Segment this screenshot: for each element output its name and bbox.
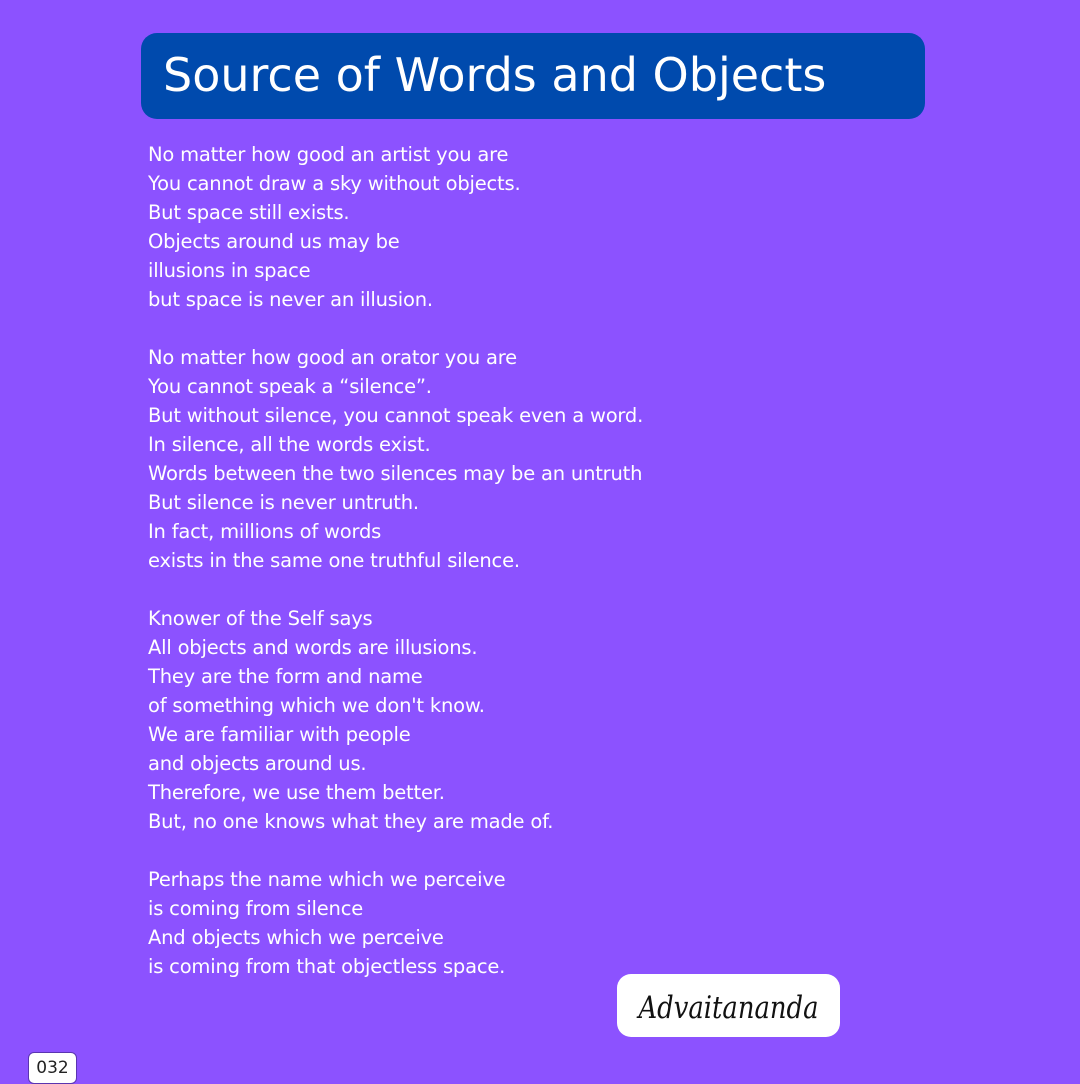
poem-line: We are familiar with people xyxy=(148,723,411,746)
stanza-4 xyxy=(148,865,908,981)
poem-line: In fact, millions of words xyxy=(148,520,382,543)
svg-text:Advaitananda: Advaitananda xyxy=(635,990,819,1026)
signature-badge xyxy=(617,974,840,1037)
poem-line: Perhaps the name which we perceive xyxy=(148,868,506,891)
poem-body xyxy=(148,140,908,1010)
poem-line: In silence, all the words exist. xyxy=(148,433,431,456)
poem-line: is coming from silence xyxy=(148,897,364,920)
poem-line: You cannot speak a “silence”. xyxy=(148,375,432,398)
poem-line: But without silence, you cannot speak even a word. xyxy=(148,404,644,427)
poem-line: But silence is never untruth. xyxy=(148,491,419,514)
poem-line: But, no one knows what they are made of. xyxy=(148,810,554,833)
poem-line: of something which we don't know. xyxy=(148,694,485,717)
poem-line: No matter how good an artist you are xyxy=(148,143,509,166)
stanza-3 xyxy=(148,604,908,836)
title-banner xyxy=(141,33,925,119)
poem-line: Therefore, we use them better. xyxy=(148,781,445,804)
poem-line: All objects and words are illusions. xyxy=(148,636,478,659)
poem-line: You cannot draw a sky without objects. xyxy=(148,172,521,195)
signature-logo xyxy=(617,974,840,1037)
page-title: Source of Words and Objects xyxy=(163,48,827,102)
poem-line: exists in the same one truthful silence. xyxy=(148,549,520,572)
poem-line: illusions in space xyxy=(148,259,311,282)
poem-line: No matter how good an orator you are xyxy=(148,346,517,369)
stanza-2 xyxy=(148,343,908,575)
poem-line: Words between the two silences may be an untruth xyxy=(148,462,643,485)
poem-line: They are the form and name xyxy=(148,665,423,688)
poem-line: but space is never an illusion. xyxy=(148,288,433,311)
poem-line: is coming from that objectless space. xyxy=(148,955,506,978)
poem-line: But space still exists. xyxy=(148,201,350,224)
poem-line: and objects around us. xyxy=(148,752,367,775)
poem-line: Objects around us may be xyxy=(148,230,400,253)
page-number: 032 xyxy=(28,1052,77,1084)
stanza-1 xyxy=(148,140,908,314)
poem-line: Knower of the Self says xyxy=(148,607,373,630)
poem-line: And objects which we perceive xyxy=(148,926,444,949)
